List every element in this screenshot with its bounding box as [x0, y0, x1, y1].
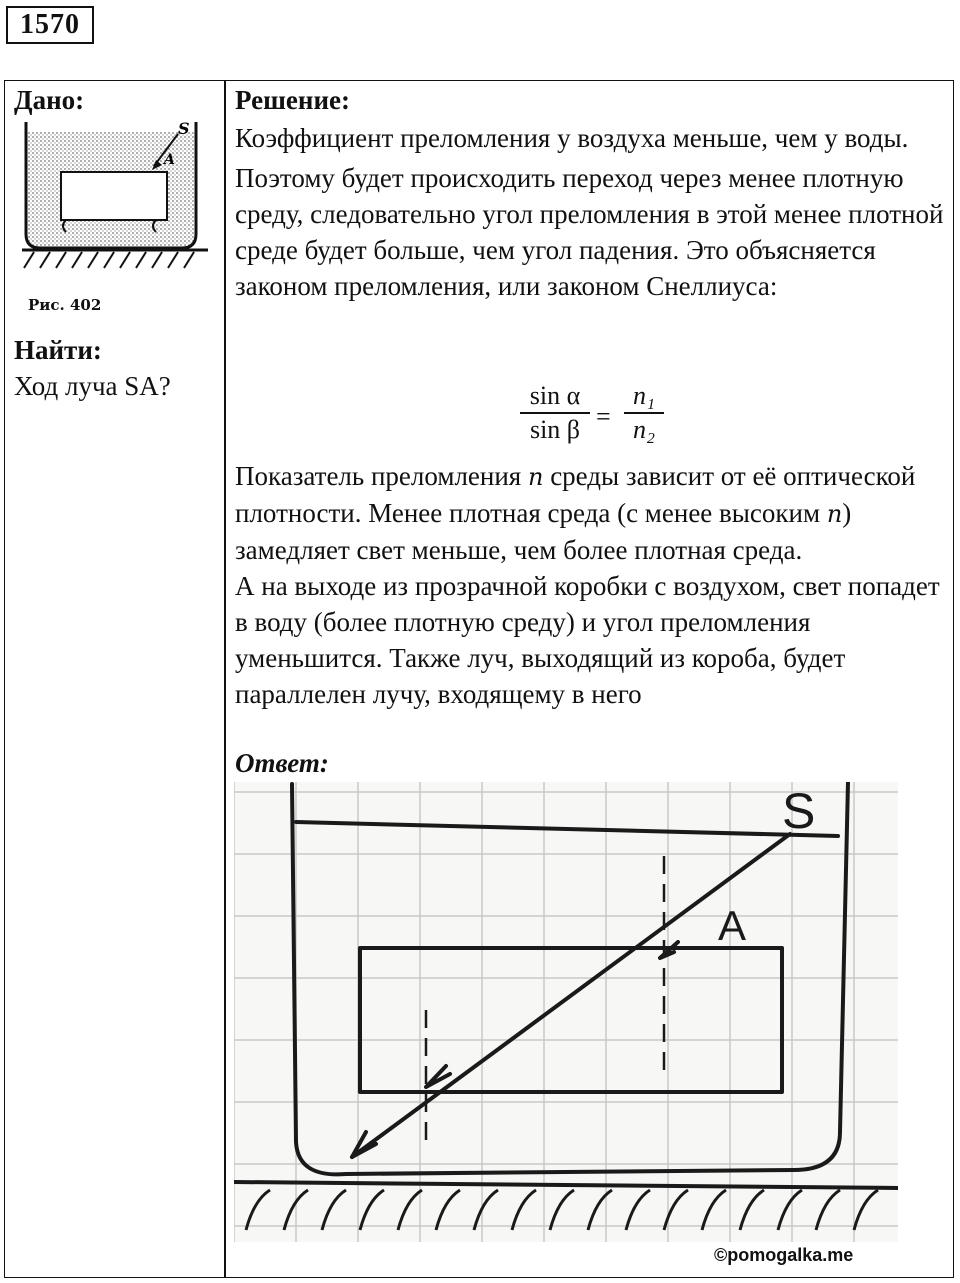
solution-paragraph-2: Поэтому будет происходить переход через менее плотную среду, следовательно угол преломления в этой менее плотной среде будет больше, чем угол падения. Это объясняется законом преломления, или законом Снеллиуса: [235, 163, 944, 301]
figure-label-a: A [164, 152, 175, 168]
formula-equals: = [596, 402, 611, 431]
drawing-label-a: A [718, 902, 747, 949]
solution-continued [235, 458, 950, 712]
formula-lhs-numerator: sin α [520, 380, 590, 414]
formula-rhs-numerator: n₁ [624, 380, 664, 414]
solution-paragraph-1: Коэффициент преломления у воздуха меньше, чем у воды. [235, 123, 909, 153]
snell-formula [520, 380, 670, 460]
find-heading: Найти: [14, 335, 102, 365]
drawing-label-s: S [782, 783, 816, 839]
figure-caption: Рис. 402 [28, 296, 102, 314]
solution-paragraph-4: А на выходе из прозрачной коробки с воздухом, свет попадет в воду (более плотную среду) и угол преломления уменьшится. Также луч, выходящий из короба, будет параллелен лучу, входящему в него [235, 571, 940, 709]
formula-lhs-denominator: sin β [529, 415, 581, 444]
given-heading: Дано: [14, 85, 85, 115]
p3-var-n-2: n [826, 500, 843, 528]
problem-number: 1570 [6, 6, 94, 44]
solution-heading: Решение: [235, 85, 350, 115]
answer-drawing [234, 782, 898, 1242]
p3-text-c: ) замедляет свет меньше, чем более плотная среда. [235, 498, 852, 565]
answer-heading: Ответ: [235, 748, 329, 778]
p3-var-n: n [527, 463, 544, 491]
solution-section [235, 84, 950, 304]
p3-text-b: среды зависит от её оптической плотности. Менее плотная среда (с менее высоким [235, 461, 916, 528]
column-divider [224, 80, 226, 1278]
figure-label-s: S [178, 119, 190, 138]
watermark: ©pomogalka.me [714, 1245, 854, 1265]
solution-paragraph-3 [235, 458, 950, 568]
formula-rhs-denominator: n₂ [632, 415, 656, 444]
find-value: Ход луча SA? [14, 371, 171, 401]
p3-text-a: Показатель преломления [235, 461, 528, 491]
